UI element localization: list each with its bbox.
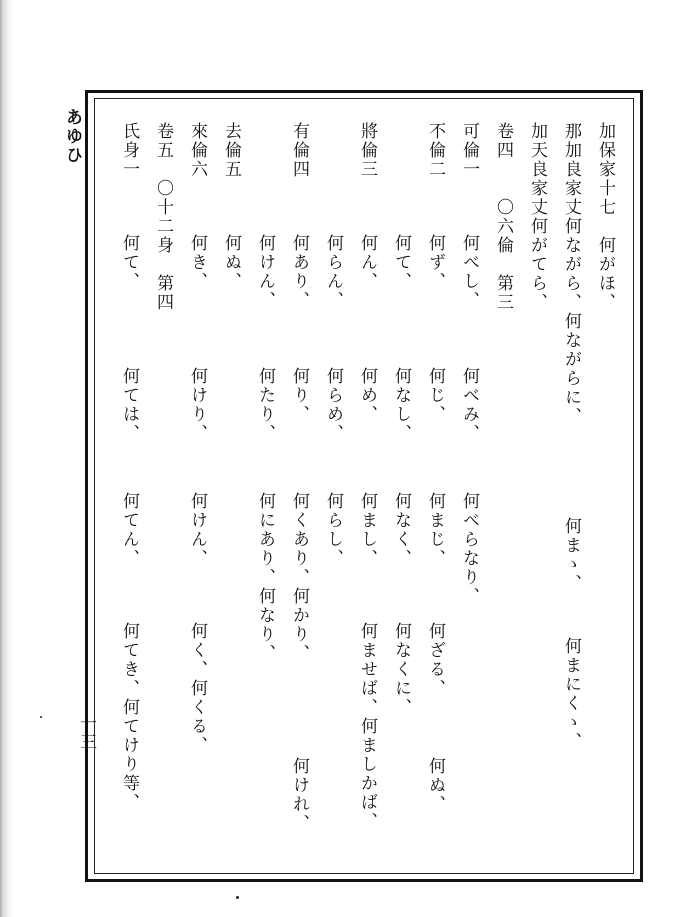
text-column-13-segment-5: 何く、何くる、 bbox=[187, 622, 207, 755]
text-column-10-segment-2: 何あり、 bbox=[289, 234, 309, 310]
text-column-15-segment-5: 何てき、何てけり等、 bbox=[119, 622, 139, 812]
text-column-6-segment-6: 何ぬ、 bbox=[425, 757, 445, 814]
text-column-5-segment-1: 可倫一 bbox=[459, 122, 479, 179]
text-column-6-segment-4: 何まじ、 bbox=[425, 492, 445, 568]
text-column-6-segment-5: 何ざる、 bbox=[425, 622, 445, 698]
text-column-7-segment-3: 何なく、 bbox=[391, 492, 411, 568]
text-column-15-segment-1: 氏身一 bbox=[119, 122, 139, 179]
text-column-8-segment-1: 將倫三 bbox=[357, 122, 377, 179]
text-column-12-segment-1: 去倫五 bbox=[221, 122, 241, 179]
text-column-6-segment-2: 何ず、 bbox=[425, 234, 445, 291]
scan-edge-shadow bbox=[0, 0, 14, 917]
text-column-14-segment-1: 卷五 〇十二身 第四 bbox=[153, 122, 173, 312]
text-column-8-segment-3: 何め、 bbox=[357, 367, 377, 424]
print-speck bbox=[40, 716, 42, 718]
text-column-9-segment-3: 何らし、 bbox=[323, 492, 343, 568]
text-column-2-segment-2: 何まゝ、 bbox=[561, 517, 581, 593]
text-column-11-segment-1: 何けん、 bbox=[255, 234, 275, 310]
text-column-15-segment-3: 何ては、 bbox=[119, 367, 139, 443]
text-column-8-segment-4: 何まし、 bbox=[357, 492, 377, 568]
text-column-10-segment-1: 有倫四 bbox=[289, 122, 309, 179]
text-column-2-segment-3: 何まにくゝ、 bbox=[561, 637, 581, 751]
text-column-9-segment-2: 何らめ、 bbox=[323, 367, 343, 443]
text-column-10-segment-5: 何けれ、 bbox=[289, 757, 309, 833]
text-column-5-segment-3: 何べみ、 bbox=[459, 367, 479, 443]
text-column-11-segment-2: 何たり、 bbox=[255, 367, 275, 443]
text-column-7-segment-4: 何なくに、 bbox=[391, 622, 411, 717]
text-column-13-segment-1: 來倫六 bbox=[187, 122, 207, 179]
text-column-11-segment-3: 何にあり、何なり、 bbox=[255, 492, 275, 663]
text-column-13-segment-3: 何けり、 bbox=[187, 367, 207, 443]
text-column-10-segment-4: 何くあり、何かり、 bbox=[289, 492, 309, 663]
text-column-8-segment-2: 何ん、 bbox=[357, 234, 377, 291]
print-speck bbox=[236, 896, 239, 899]
text-column-3-segment-1: 加天良家丈何がてら、 bbox=[527, 122, 547, 312]
text-column-1-segment-1: 加保家十七 何がほ、 bbox=[595, 122, 615, 312]
text-column-13-segment-4: 何けん、 bbox=[187, 492, 207, 568]
text-column-7-segment-2: 何なし、 bbox=[391, 367, 411, 443]
text-column-6-segment-3: 何じ、 bbox=[425, 367, 445, 424]
text-column-6-segment-1: 不倫二 bbox=[425, 122, 445, 179]
text-column-8-segment-5: 何ませば、何ましかば、 bbox=[357, 622, 377, 831]
text-column-15-segment-4: 何てん、 bbox=[119, 492, 139, 568]
text-column-10-segment-3: 何り、 bbox=[289, 367, 309, 424]
text-column-4-segment-1: 卷四 〇六倫 第三 bbox=[493, 122, 513, 312]
text-column-2-segment-1: 那加良家丈何ながら、何ながらに、 bbox=[561, 122, 581, 426]
text-column-5-segment-4: 何べらなり、 bbox=[459, 492, 479, 606]
text-column-15-segment-2: 何て、 bbox=[119, 234, 139, 291]
page-number: 一三 bbox=[76, 714, 96, 752]
text-column-12-segment-2: 何ぬ、 bbox=[221, 234, 241, 291]
text-column-7-segment-1: 何て、 bbox=[391, 234, 411, 291]
text-column-13-segment-2: 何き、 bbox=[187, 234, 207, 291]
text-column-5-segment-2: 何べし、 bbox=[459, 234, 479, 310]
text-column-9-segment-1: 何らん、 bbox=[323, 234, 343, 310]
running-head: あゆひ bbox=[62, 108, 82, 165]
